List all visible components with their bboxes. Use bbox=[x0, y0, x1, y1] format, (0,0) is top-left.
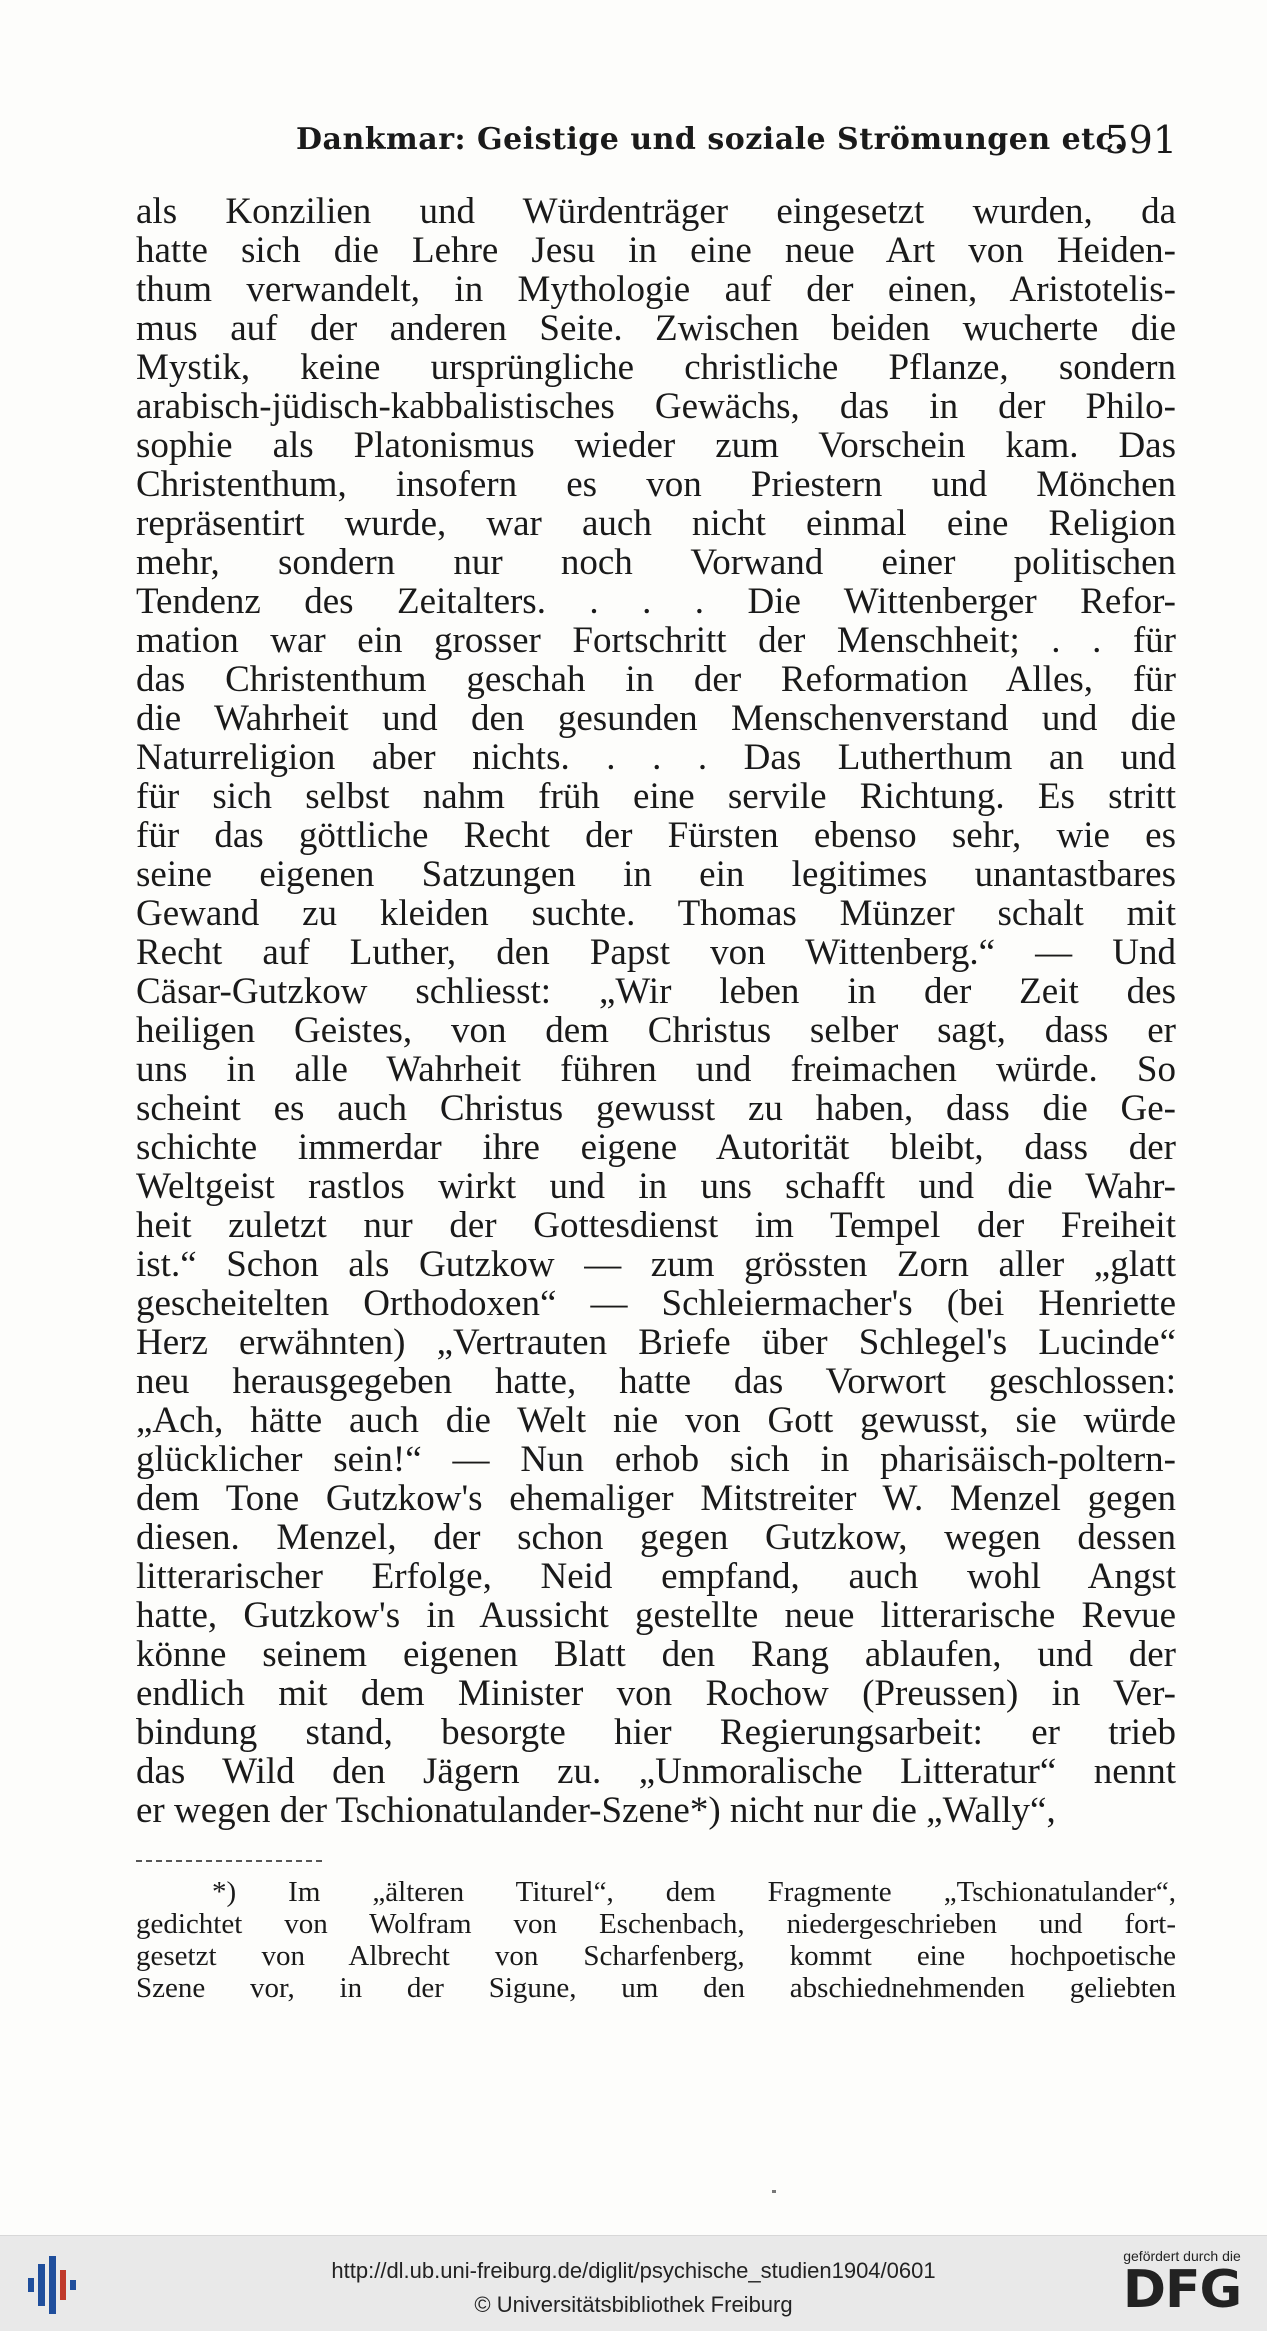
text-line: gescheitelten Orthodoxen“ — Schleiermacher's (bei Henriette bbox=[136, 1284, 1176, 1323]
text-line: Naturreligion aber nichts. . . . Das Lutherthum an und bbox=[136, 738, 1176, 777]
text-line: heiligen Geistes, von dem Christus selber sagt, dass er bbox=[136, 1011, 1176, 1050]
text-line: Gewand zu kleiden suchte. Thomas Münzer schalt mit bbox=[136, 894, 1176, 933]
source-url-link[interactable]: http://dl.ub.uni-freiburg.de/diglit/psychische_studien1904/0601 bbox=[331, 2258, 936, 2283]
footnote-line: Szene vor, in der Sigune, um den abschiednehmenden geliebten bbox=[136, 1972, 1176, 2004]
text-line: ist.“ Schon als Gutzkow — zum grössten Zorn aller „glatt bbox=[136, 1245, 1176, 1284]
text-line: „Ach, hätte auch die Welt nie von Gott gewusst, sie würde bbox=[136, 1401, 1176, 1440]
text-line: mehr, sondern nur noch Vorwand einer politischen bbox=[136, 543, 1176, 582]
running-head: Dankmar: Geistige und soziale Strömungen etc. bbox=[296, 122, 1126, 157]
dfg-caption: gefördert durch die bbox=[1123, 2248, 1241, 2264]
text-line: Herz erwähnten) „Vertrauten Briefe über Schlegel's Lucinde“ bbox=[136, 1323, 1176, 1362]
text-line: bindung stand, besorgte hier Regierungsarbeit: er trieb bbox=[136, 1713, 1176, 1752]
viewer-footer bbox=[0, 2235, 1267, 2331]
text-line: Mystik, keine ursprüngliche christliche Pflanze, sondern bbox=[136, 348, 1176, 387]
text-line: Recht auf Luther, den Papst von Wittenberg.“ — Und bbox=[136, 933, 1176, 972]
text-line: neu herausgegeben hatte, hatte das Vorwort geschlossen: bbox=[136, 1362, 1176, 1401]
text-line: heit zuletzt nur der Gottesdienst im Tempel der Freiheit bbox=[136, 1206, 1176, 1245]
page-header bbox=[0, 118, 1267, 168]
text-line: schichte immerdar ihre eigene Autorität bleibt, dass der bbox=[136, 1128, 1176, 1167]
text-line: sophie als Platonismus wieder zum Vorschein kam. Das bbox=[136, 426, 1176, 465]
text-line: glücklicher sein!“ — Nun erhob sich in pharisäisch-poltern- bbox=[136, 1440, 1176, 1479]
text-line: er wegen der Tschionatulander-Szene*) nicht nur die „Wally“, bbox=[136, 1791, 1056, 1830]
text-line: als Konzilien und Würdenträger eingesetzt wurden, da bbox=[136, 192, 1176, 231]
text-line: Weltgeist rastlos wirkt und in uns schafft und die Wahr- bbox=[136, 1167, 1176, 1206]
text-line: Cäsar-Gutzkow schliesst: „Wir leben in der Zeit des bbox=[136, 972, 1176, 1011]
text-line: mus auf der anderen Seite. Zwischen beiden wucherte die bbox=[136, 309, 1176, 348]
text-line: Christenthum, insofern es von Priestern und Mönchen bbox=[136, 465, 1176, 504]
text-line: für sich selbst nahm früh eine servile Richtung. Es stritt bbox=[136, 777, 1176, 816]
text-line: für das göttliche Recht der Fürsten ebenso sehr, wie es bbox=[136, 816, 1176, 855]
text-line: arabisch-jüdisch-kabbalistisches Gewächs, das in der Philo- bbox=[136, 387, 1176, 426]
text-line: könne seinem eigenen Blatt den Rang ablaufen, und der bbox=[136, 1635, 1176, 1674]
scan-speck bbox=[772, 2190, 776, 2193]
text-line: repräsentirt wurde, war auch nicht einmal eine Religion bbox=[136, 504, 1176, 543]
text-line: seine eigenen Satzungen in ein legitimes unantastbares bbox=[136, 855, 1176, 894]
copyright-text: © Universitätsbibliothek Freiburg bbox=[474, 2292, 793, 2317]
text-line: thum verwandelt, in Mythologie auf der einen, Aristotelis- bbox=[136, 270, 1176, 309]
body-text bbox=[136, 192, 1176, 1830]
footnote-line: *) Im „älteren Titurel“, dem Fragmente „Tschionatulander“, bbox=[212, 1876, 1176, 1908]
text-line: das Wild den Jägern zu. „Unmoralische Litteratur“ nennt bbox=[136, 1752, 1176, 1791]
dfg-logo-text: DFG bbox=[1122, 2260, 1242, 2320]
text-line: das Christenthum geschah in der Reformation Alles, für bbox=[136, 660, 1176, 699]
text-line: diesen. Menzel, der schon gegen Gutzkow, wegen dessen bbox=[136, 1518, 1176, 1557]
text-line: scheint es auch Christus gewusst zu haben, dass die Ge- bbox=[136, 1089, 1176, 1128]
footnote-line: gesetzt von Albrecht von Scharfenberg, kommt eine hochpoetische bbox=[136, 1940, 1176, 1972]
footnote-rule bbox=[136, 1860, 322, 1862]
footnote-line: gedichtet von Wolfram von Eschenbach, niedergeschrieben und fort- bbox=[136, 1908, 1176, 1940]
text-line: die Wahrheit und den gesunden Menschenverstand und die bbox=[136, 699, 1176, 738]
text-line: hatte, Gutzkow's in Aussicht gestellte neue litterarische Revue bbox=[136, 1596, 1176, 1635]
page-number: 591 bbox=[1104, 118, 1177, 162]
text-line: uns in alle Wahrheit führen und freimachen würde. So bbox=[136, 1050, 1176, 1089]
text-line: Tendenz des Zeitalters. . . . Die Wittenberger Refor- bbox=[136, 582, 1176, 621]
text-line: mation war ein grosser Fortschritt der Menschheit; . . für bbox=[136, 621, 1176, 660]
dfg-logo[interactable] bbox=[1117, 2248, 1247, 2322]
text-line: litterarischer Erfolge, Neid empfand, auch wohl Angst bbox=[136, 1557, 1176, 1596]
text-line: endlich mit dem Minister von Rochow (Preussen) in Ver- bbox=[136, 1674, 1176, 1713]
text-line: hatte sich die Lehre Jesu in eine neue Art von Heiden- bbox=[136, 231, 1176, 270]
footnote bbox=[136, 1876, 1176, 2004]
text-line: dem Tone Gutzkow's ehemaliger Mitstreiter W. Menzel gegen bbox=[136, 1479, 1176, 1518]
